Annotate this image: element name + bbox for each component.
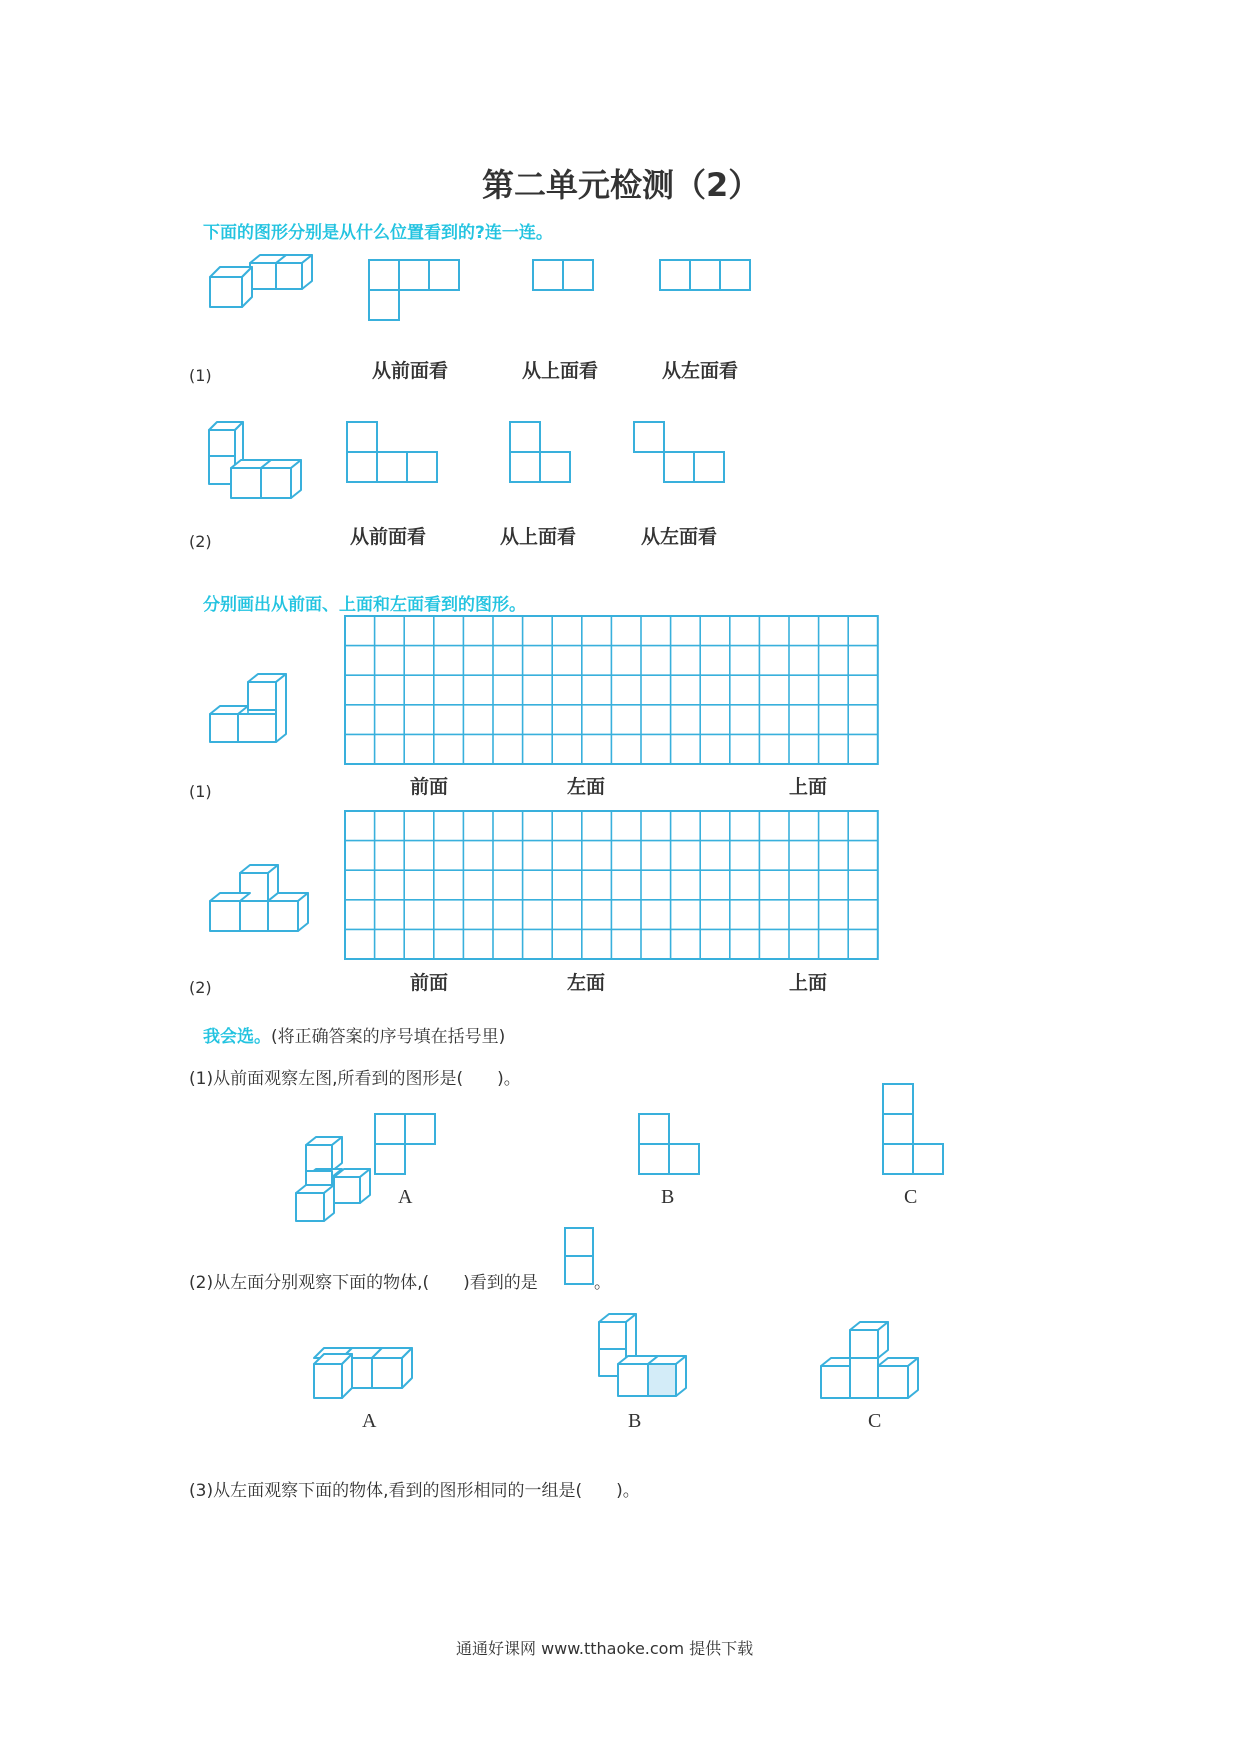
section3-heading-line <box>203 1022 505 1047</box>
section3-q1-option-a-figure[interactable] <box>374 1113 439 1178</box>
section2-q1-label-top: 上面 <box>789 776 828 798</box>
section2-q1-label-front: 前面 <box>410 776 449 798</box>
section1-q2-view-2 <box>509 421 574 486</box>
section2-q1-drawing-grid[interactable] <box>344 615 882 767</box>
section3-q2-target-view <box>564 1227 596 1289</box>
section3-q2-option-b-figure[interactable] <box>596 1312 691 1404</box>
section2-q2-number: (2) <box>189 978 212 997</box>
section3-q1-option-c-figure[interactable] <box>882 1083 947 1178</box>
section3-q2-option-a[interactable]: A <box>362 1410 377 1432</box>
section2-q2-solid-figure <box>208 863 323 943</box>
section1-q1-label-front: 从前面看 <box>372 360 449 382</box>
section3-q1-solid-figure <box>294 1133 384 1223</box>
section3-heading: 我会选。 <box>203 1027 271 1047</box>
section2-heading: 分别画出从前面、上面和左面看到的图形。 <box>203 595 526 615</box>
section3-q2-text-after: 。 <box>594 1273 611 1293</box>
section1-q2-view-3 <box>633 421 728 486</box>
section3-q2-option-b[interactable]: B <box>628 1410 642 1432</box>
section1-q1-view-3 <box>659 259 754 294</box>
section1-q2-view-1 <box>346 421 441 486</box>
section3-q1-option-b-figure[interactable] <box>638 1113 703 1178</box>
section3-q3-text: (3)从左面观察下面的物体,看到的图形相同的一组是( )。 <box>189 1481 640 1501</box>
section1-q2-number: (2) <box>189 532 212 551</box>
section1-q1-label-left: 从左面看 <box>662 360 739 382</box>
section2-q2-label-left: 左面 <box>567 972 606 994</box>
section2-q2-label-front: 前面 <box>410 972 449 994</box>
section3-q1-option-b[interactable]: B <box>661 1186 675 1208</box>
section2-q2-drawing-grid[interactable] <box>344 810 882 962</box>
section1-q2-label-top: 从上面看 <box>500 526 577 548</box>
section1-q1-number: (1) <box>189 366 212 385</box>
page-title: 第二单元检测（2） <box>482 166 761 204</box>
section2-q2-label-top: 上面 <box>789 972 828 994</box>
section1-q1-view-2 <box>532 259 597 294</box>
section1-heading: 下面的图形分别是从什么位置看到的?连一连。 <box>203 223 553 243</box>
section2-q1-number: (1) <box>189 782 212 801</box>
section3-q2-text-before: (2)从左面分别观察下面的物体,( )看到的是 <box>189 1273 538 1293</box>
section3-q1-option-c[interactable]: C <box>904 1186 918 1208</box>
section3-q2-option-a-figure[interactable] <box>310 1342 430 1404</box>
section1-q2-label-left: 从左面看 <box>641 526 718 548</box>
footer-source: 通通好课网 www.tthaoke.com 提供下载 <box>456 1639 754 1658</box>
section3-q1-option-a[interactable]: A <box>398 1186 413 1208</box>
section3-q2-option-c-figure[interactable] <box>818 1320 933 1402</box>
section3-q2-option-c[interactable]: C <box>868 1410 882 1432</box>
section1-q1-label-top: 从上面看 <box>522 360 599 382</box>
section2-q1-label-left: 左面 <box>567 776 606 798</box>
section2-q1-solid-figure <box>208 672 293 757</box>
section3-q1-text: (1)从前面观察左图,所看到的图形是( )。 <box>189 1069 521 1089</box>
section1-q2-label-front: 从前面看 <box>350 526 427 548</box>
section1-q1-view-1 <box>368 259 463 324</box>
section1-q2-solid-figure <box>205 418 305 508</box>
section1-q1-solid-figure <box>200 255 330 325</box>
section3-heading-note: (将正确答案的序号填在括号里) <box>271 1027 506 1047</box>
